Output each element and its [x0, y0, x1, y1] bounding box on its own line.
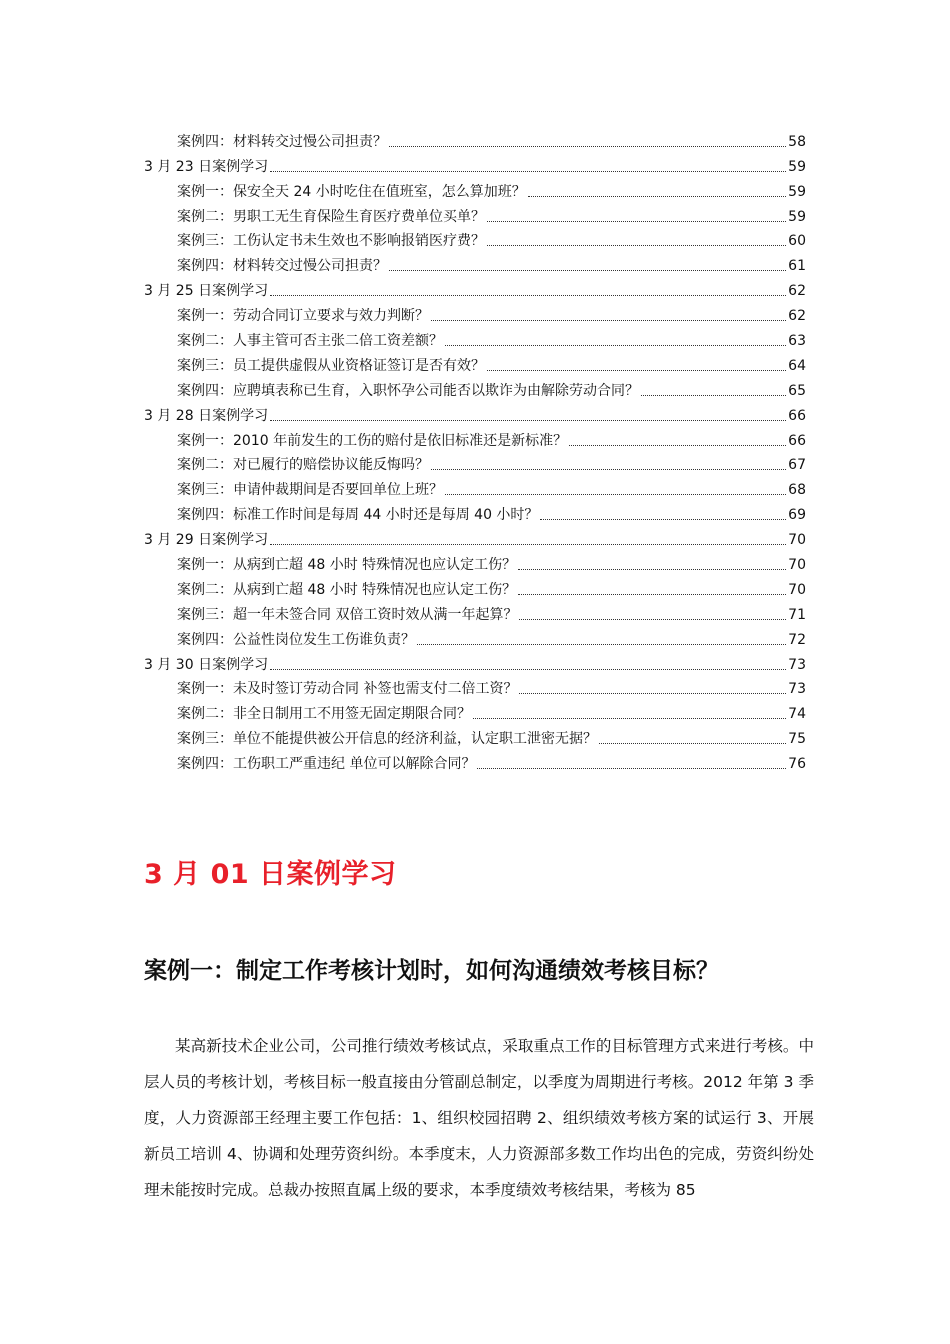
toc-section-entry[interactable] [144, 151, 806, 176]
toc-dot-leader [445, 345, 786, 346]
case-title: 案例一：制定工作考核计划时，如何沟通绩效考核目标？ [144, 958, 719, 984]
body-text [144, 1028, 814, 1208]
toc-page-number: 70 [788, 557, 806, 574]
toc-entry-title: 3 月 28 日案例学习 [144, 407, 269, 424]
toc-page-number: 63 [788, 333, 806, 350]
toc-case-entry[interactable] [144, 126, 806, 151]
toc-entry-title: 案例一：保安全天 24 小时吃住在值班室，怎么算加班？ [177, 183, 526, 200]
toc-page-number: 62 [788, 308, 806, 325]
toc-case-entry[interactable] [144, 425, 806, 450]
toc-case-entry[interactable] [144, 375, 806, 400]
toc-dot-leader [487, 221, 786, 222]
toc-entry-title: 案例三：申请仲裁期间是否要回单位上班？ [177, 482, 443, 499]
toc-page-number: 73 [788, 656, 806, 673]
toc-case-entry[interactable] [144, 474, 806, 499]
toc-dot-leader [389, 270, 786, 271]
toc-page-number: 58 [788, 133, 806, 150]
toc-case-entry[interactable] [144, 674, 806, 699]
toc-entry-title: 案例三：单位不能提供被公开信息的经济利益，认定职工泄密无据？ [177, 731, 597, 748]
toc-dot-leader [431, 320, 786, 321]
toc-page-number: 64 [788, 357, 806, 374]
toc-dot-leader [270, 171, 786, 172]
toc-page-number: 61 [788, 258, 806, 275]
toc-case-entry[interactable] [144, 176, 806, 201]
toc-dot-leader [477, 768, 786, 769]
toc-entry-title: 案例三：工伤认定书未生效也不影响报销医疗费？ [177, 233, 485, 250]
toc-entry-title: 案例四：材料转交过慢公司担责？ [177, 258, 387, 275]
toc-dot-leader [518, 594, 786, 595]
table-of-contents [144, 126, 806, 773]
toc-dot-leader [540, 519, 786, 520]
toc-entry-title: 案例二：非全日制用工不用签无固定期限合同？ [177, 706, 471, 723]
toc-page-number: 59 [788, 183, 806, 200]
toc-dot-leader [389, 146, 786, 147]
toc-dot-leader [487, 245, 786, 246]
toc-entry-title: 案例一：劳动合同订立要求与效力判断？ [177, 308, 429, 325]
toc-page-number: 65 [788, 382, 806, 399]
toc-case-entry[interactable] [144, 300, 806, 325]
toc-page-number: 70 [788, 581, 806, 598]
toc-entry-title: 案例四：工伤职工严重违纪 单位可以解除合同？ [177, 756, 476, 773]
toc-section-entry[interactable] [144, 649, 806, 674]
toc-case-entry[interactable] [144, 599, 806, 624]
toc-case-entry[interactable] [144, 250, 806, 275]
toc-case-entry[interactable] [144, 549, 806, 574]
toc-dot-leader [270, 420, 786, 421]
toc-page-number: 66 [788, 432, 806, 449]
toc-dot-leader [599, 743, 786, 744]
toc-dot-leader [569, 445, 786, 446]
toc-entry-title: 案例一：2010 年前发生的工伤的赔付是依旧标准还是新标准？ [177, 432, 568, 449]
toc-case-entry[interactable] [144, 624, 806, 649]
toc-dot-leader [519, 619, 786, 620]
toc-case-entry[interactable] [144, 201, 806, 226]
toc-case-entry[interactable] [144, 748, 806, 773]
toc-dot-leader [473, 718, 786, 719]
toc-page-number: 70 [788, 532, 806, 549]
toc-entry-title: 3 月 25 日案例学习 [144, 283, 269, 300]
toc-case-entry[interactable] [144, 723, 806, 748]
toc-dot-leader [270, 544, 786, 545]
toc-page-number: 60 [788, 233, 806, 250]
toc-case-entry[interactable] [144, 574, 806, 599]
toc-page-number: 73 [788, 681, 806, 698]
toc-section-entry[interactable] [144, 275, 806, 300]
toc-dot-leader [528, 196, 786, 197]
toc-dot-leader [270, 295, 786, 296]
toc-page-number: 76 [788, 756, 806, 773]
toc-entry-title: 案例一：从病到亡超 48 小时 特殊情况也应认定工伤？ [177, 557, 517, 574]
toc-case-entry[interactable] [144, 226, 806, 251]
toc-page-number: 59 [788, 158, 806, 175]
toc-entry-title: 案例三：员工提供虚假从业资格证签订是否有效？ [177, 357, 485, 374]
body-paragraph: 某高新技术企业公司，公司推行绩效考核试点，采取重点工作的目标管理方式来进行考核。中层人员的考核计划，考核目标一般直接由分管副总制定，以季度为周期进行考核。2012 年第 3 季度，人力资源部王经理主要工作包括：1、组织校园招聘 2、组织绩效考核方案的试运行 3、开展新员工培训 4、协调和处理劳资纠纷。本季度末，人力资源部多数工作均出色的完成，劳资纠纷处理未能按时完成。总裁办按照直属上级的要求，本季度绩效考核结果，考核为 85 [144, 1037, 814, 1199]
toc-page-number: 69 [788, 507, 806, 524]
toc-entry-title: 案例二：从病到亡超 48 小时 特殊情况也应认定工伤？ [177, 581, 517, 598]
toc-case-entry[interactable] [144, 325, 806, 350]
toc-dot-leader [641, 395, 786, 396]
toc-page-number: 75 [788, 731, 806, 748]
toc-section-entry[interactable] [144, 400, 806, 425]
toc-dot-leader [445, 494, 786, 495]
toc-dot-leader [270, 669, 786, 670]
toc-dot-leader [417, 644, 786, 645]
toc-page-number: 66 [788, 407, 806, 424]
toc-page-number: 72 [788, 631, 806, 648]
toc-entry-title: 3 月 23 日案例学习 [144, 158, 269, 175]
toc-page-number: 62 [788, 283, 806, 300]
toc-page-number: 74 [788, 706, 806, 723]
toc-case-entry[interactable] [144, 499, 806, 524]
toc-entry-title: 案例四：应聘填表称已生育，入职怀孕公司能否以欺诈为由解除劳动合同？ [177, 382, 639, 399]
toc-page-number: 67 [788, 457, 806, 474]
toc-section-entry[interactable] [144, 524, 806, 549]
toc-page-number: 59 [788, 208, 806, 225]
toc-page-number: 71 [788, 606, 806, 623]
toc-case-entry[interactable] [144, 450, 806, 475]
toc-entry-title: 案例二：男职工无生育保险生育医疗费单位买单？ [177, 208, 485, 225]
toc-dot-leader [431, 469, 786, 470]
toc-entry-title: 案例二：人事主管可否主张二倍工资差额？ [177, 333, 443, 350]
toc-entry-title: 案例二：对已履行的赔偿协议能反悔吗？ [177, 457, 429, 474]
toc-case-entry[interactable] [144, 350, 806, 375]
toc-entry-title: 3 月 29 日案例学习 [144, 532, 269, 549]
toc-dot-leader [518, 569, 786, 570]
section-title: 3 月 01 日案例学习 [144, 859, 397, 890]
toc-entry-title: 案例四：材料转交过慢公司担责？ [177, 133, 387, 150]
toc-entry-title: 3 月 30 日案例学习 [144, 656, 269, 673]
toc-entry-title: 案例四：标准工作时间是每周 44 小时还是每周 40 小时？ [177, 507, 539, 524]
toc-page-number: 68 [788, 482, 806, 499]
toc-entry-title: 案例一：未及时签订劳动合同 补签也需支付二倍工资？ [177, 681, 518, 698]
toc-case-entry[interactable] [144, 698, 806, 723]
toc-dot-leader [519, 693, 786, 694]
toc-dot-leader [487, 370, 786, 371]
toc-entry-title: 案例四：公益性岗位发生工伤谁负责？ [177, 631, 415, 648]
toc-entry-title: 案例三：超一年未签合同 双倍工资时效从满一年起算？ [177, 606, 518, 623]
